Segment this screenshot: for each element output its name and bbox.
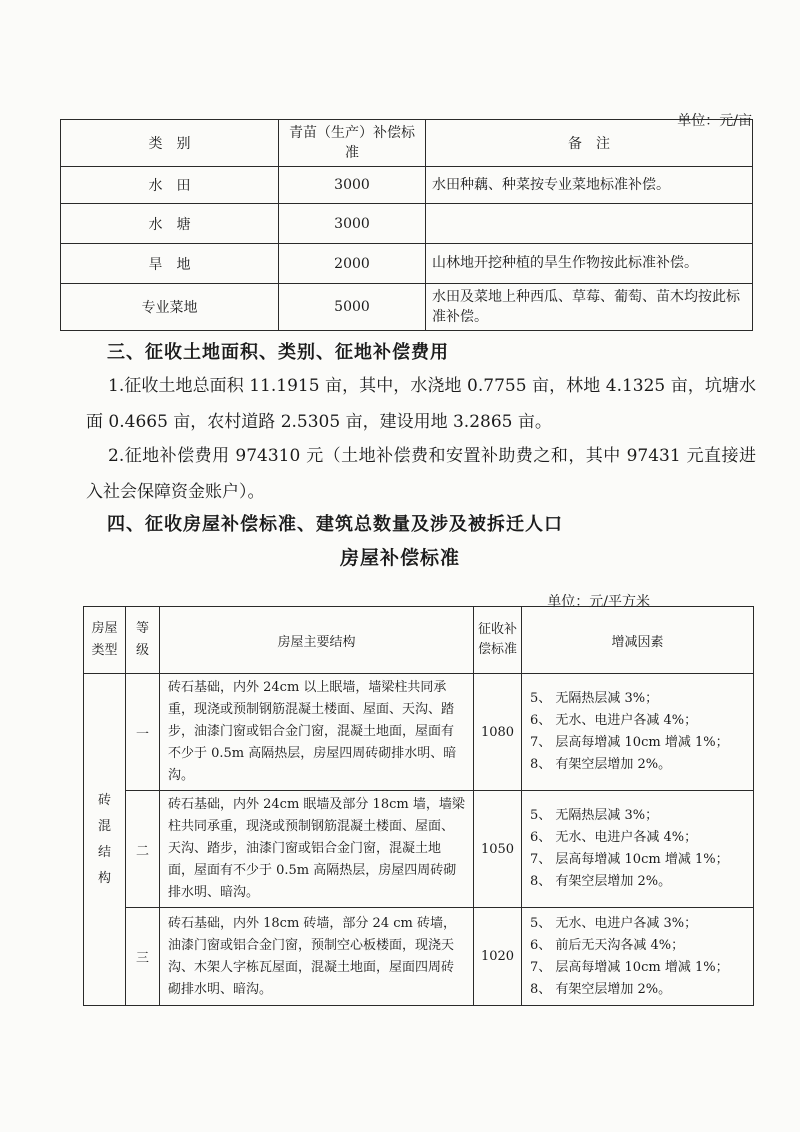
row-structure: 砖石基础，内外 18cm 砖墙，部分 24 cm 砖墙，油漆门窗或铝合金门窗，预制空心板楼面，现浇天沟、木架人字栋瓦屋面，混凝土地面，屋面四周砖砌排水明、暗沟。 (160, 908, 474, 1006)
house-type-label: 砖混结构 (97, 792, 111, 886)
section-three-heading: 三、征收土地面积、类别、征地补偿费用 (107, 342, 449, 363)
house-compensation-table (83, 606, 754, 1006)
section-three-paragraph-1: 1.征收土地总面积 11.1915 亩，其中，水浇地 0.7755 亩，林地 4.1325 亩，坑塘水面 0.4665 亩，农村道路 2.5305 亩，建设用地 3.2865 亩。 (86, 376, 756, 432)
factor-item: 6、 无水、电进户各减 4%； (530, 830, 698, 845)
row-category: 水 田 (61, 167, 279, 204)
row-factors (522, 674, 754, 791)
header-standard: 青苗（生产）补偿标准 (279, 120, 426, 167)
header-category: 类 别 (61, 120, 279, 167)
row-remark: 水田及菜地上种西瓜、草莓、葡萄、苗木均按此标准补偿。 (426, 284, 753, 331)
header-structure: 房屋主要结构 (160, 607, 474, 674)
row-grade: 二 (126, 791, 160, 908)
row-category: 水 塘 (61, 204, 279, 244)
row-remark: 水田种藕、种菜按专业菜地标准补偿。 (426, 167, 753, 204)
row-category: 专业菜地 (61, 284, 279, 331)
table-row (61, 244, 753, 284)
factor-item: 7、 层高每增减 10cm 增减 1%； (530, 959, 729, 975)
header-remark: 备 注 (426, 120, 753, 167)
factor-item: 8、 有架空层增加 2%。 (530, 874, 672, 889)
table-row (61, 204, 753, 244)
factor-item: 7、 层高每增减 10cm 增减 1%； (530, 852, 729, 867)
header-standard: 征收补偿标准 (474, 607, 522, 674)
factor-item: 5、 无水、电进户各减 3%； (530, 915, 698, 931)
section-four-heading: 四、征收房屋补偿标准、建筑总数量及涉及被拆迁人口 (107, 514, 563, 535)
table-row (61, 284, 753, 331)
table-header-row (84, 607, 754, 674)
row-factors (522, 908, 754, 1006)
row-remark: 山林地开挖种植的旱生作物按此标准补偿。 (426, 244, 753, 284)
row-structure: 砖石基础，内外 24cm 以上眠墙，墙梁柱共同承重，现浇或预制钢筋混凝土楼面、屋面、天沟、踏步，油漆门窗或铝合金门窗，混凝土地面，屋面有不少于 0.5m 高隔热层，房屋四周砖砌排水明、暗沟。 (160, 674, 474, 791)
row-standard: 2000 (279, 244, 426, 284)
factor-item: 5、 无隔热层减 3%； (530, 808, 659, 823)
header-type: 房屋类型 (84, 607, 126, 674)
factor-item: 5、 无隔热层减 3%； (530, 691, 659, 706)
table-row (84, 908, 754, 1006)
header-factors: 增减因素 (522, 607, 754, 674)
row-standard: 3000 (279, 167, 426, 204)
table-row (84, 674, 754, 791)
row-structure: 砖石基础，内外 24cm 眠墙及部分 18cm 墙，墙梁柱共同承重，现浇或预制钢筋混凝土楼面、屋面、天沟、踏步，油漆门窗或铝合金门窗，混凝土地面，屋面有不少于 0.5m 高隔热层，房屋四周砖砌排水明、暗沟。 (160, 791, 474, 908)
row-remark (426, 204, 753, 244)
crop-table-unit: 单位：元/亩 (677, 113, 752, 129)
factor-item: 8、 有架空层增加 2%。 (530, 981, 672, 997)
row-standard: 1050 (474, 791, 522, 908)
factor-item: 6、 前后无天沟各减 4%； (530, 937, 685, 953)
house-table-unit: 单位：元/平方米 (547, 594, 650, 610)
row-grade: 三 (126, 908, 160, 1006)
factor-item: 6、 无水、电进户各减 4%； (530, 713, 698, 728)
section-three-paragraph-2: 2.征地补偿费用 974310 元（土地补偿费和安置补助费之和，其中 97431 元直接进入社会保障资金账户）。 (86, 446, 756, 502)
crop-compensation-table (60, 119, 753, 331)
row-standard: 1020 (474, 908, 522, 1006)
row-standard: 3000 (279, 204, 426, 244)
row-standard: 5000 (279, 284, 426, 331)
table-header-row (61, 120, 753, 167)
house-type-cell (84, 674, 126, 1006)
row-category: 旱 地 (61, 244, 279, 284)
factor-item: 7、 层高每增减 10cm 增减 1%； (530, 735, 729, 750)
row-standard: 1080 (474, 674, 522, 791)
factor-item: 8、 有架空层增加 2%。 (530, 757, 672, 772)
header-grade: 等级 (126, 607, 160, 674)
row-factors (522, 791, 754, 908)
table-row (61, 167, 753, 204)
row-grade: 一 (126, 674, 160, 791)
table-row (84, 791, 754, 908)
house-table-title: 房屋补偿标准 (339, 547, 460, 569)
